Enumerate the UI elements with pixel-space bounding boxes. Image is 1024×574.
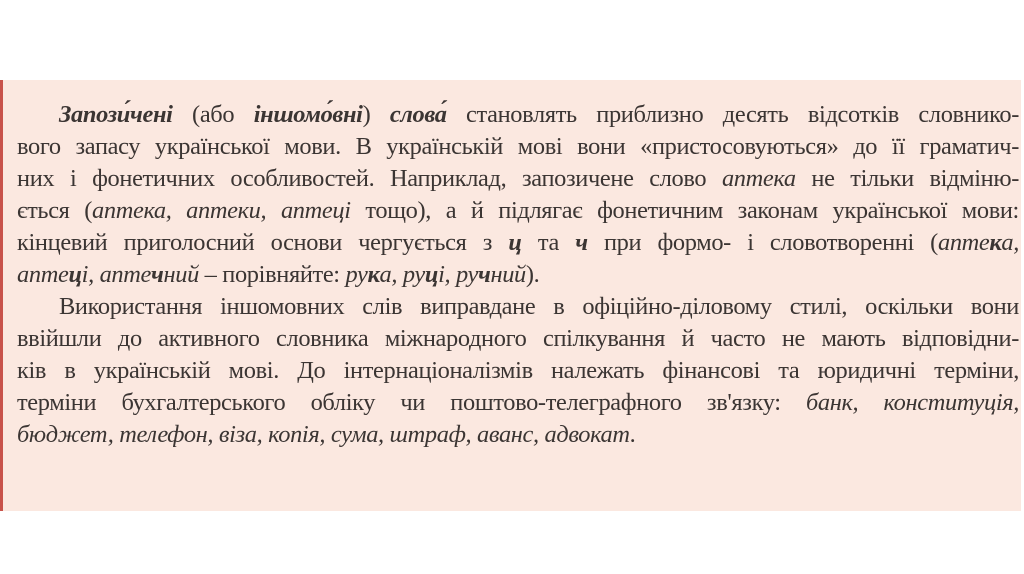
example-word: і, ру <box>438 261 478 288</box>
example-word: ний <box>163 261 199 288</box>
paragraph-2-line-4 <box>17 387 1019 419</box>
example-word: і, <box>81 261 100 288</box>
paragraph-1-line-4 <box>17 195 1019 227</box>
paragraph-2-line-3 <box>17 355 1019 387</box>
highlight-letter: ц <box>424 261 439 288</box>
text-panel <box>0 80 1021 511</box>
text-run: тощо), а й підлягає фонетичним законам української мови: <box>350 197 1019 224</box>
highlight-letter: к <box>989 229 1002 256</box>
text-run: становлять приблизно десять відсотків словнико- <box>446 101 1019 128</box>
term-foreign: іншомо́вні <box>253 101 363 128</box>
highlight-letter: ч <box>477 261 491 288</box>
text-run: не тільки відміню- <box>795 165 1020 192</box>
paragraph-2-line-1 <box>17 291 1019 323</box>
paragraph-2-line-2 <box>17 323 1019 355</box>
text-run: . <box>629 421 636 448</box>
text-run: ється ( <box>17 197 93 224</box>
example-terms: банк, конституція, <box>805 389 1019 416</box>
text-run: кінцевий приголосний основи чергується з <box>17 229 509 256</box>
text-run: терміни бухгалтерського обліку чи поштово-телеграфного зв'язку: <box>17 389 806 416</box>
letter-ch: ч <box>575 229 588 256</box>
paragraph-1-line-5 <box>17 227 1019 259</box>
term-borrowed: Запози́чені <box>59 101 173 128</box>
example-word: ний <box>490 261 526 288</box>
letter-ts: ц <box>508 229 522 256</box>
text-run: (або <box>172 101 254 128</box>
text-run: ввійшли до активного словника міжнародного спілкування й часто не мають відповідни- <box>17 325 1019 352</box>
paragraph-2-line-5 <box>17 419 1019 451</box>
text-run: – порівняйте: <box>198 261 346 288</box>
text-run: та <box>521 229 576 256</box>
paragraph-1-line-2 <box>17 131 1019 163</box>
body-text <box>17 99 1019 451</box>
example-terms: бюджет, телефон, віза, копія, сума, штраф, аванс, адвокат <box>17 421 630 448</box>
example-word: апте <box>17 261 69 288</box>
highlight-letter: к <box>367 261 380 288</box>
text-run: Використання іншомовних слів виправдане в офіційно-діловому стилі, оскільки вони <box>59 293 1019 320</box>
highlight-letter: ц <box>68 261 82 288</box>
paragraph-1-line-1 <box>17 99 1019 131</box>
example-word: апте <box>99 261 152 288</box>
example-word: а, <box>1001 229 1020 256</box>
text-run: ). <box>525 261 540 288</box>
paragraph-1-line-6 <box>17 259 1019 291</box>
text-run: при формо- і словотворенні ( <box>587 229 938 256</box>
text-run: вого запасу української мови. В українській мові вони «пристосовуються» до її граматич- <box>17 133 1019 160</box>
highlight-letter: ч <box>151 261 164 288</box>
example-word: ру <box>345 261 368 288</box>
example-word: апте <box>937 229 990 256</box>
paragraph-1-line-3 <box>17 163 1019 195</box>
example-word: аптека <box>721 165 796 192</box>
term-words: слова́ <box>389 101 447 128</box>
text-run: ків в українській мові. До інтернаціоналізмів належать фінансові та юридичні терміни, <box>17 357 1019 384</box>
text-run: ) <box>362 101 390 128</box>
example-word: а, ру <box>379 261 425 288</box>
text-run: них і фонетичних особливостей. Наприклад, запозичене слово <box>17 165 722 192</box>
example-forms: аптека, аптеки, аптеці <box>92 197 351 224</box>
